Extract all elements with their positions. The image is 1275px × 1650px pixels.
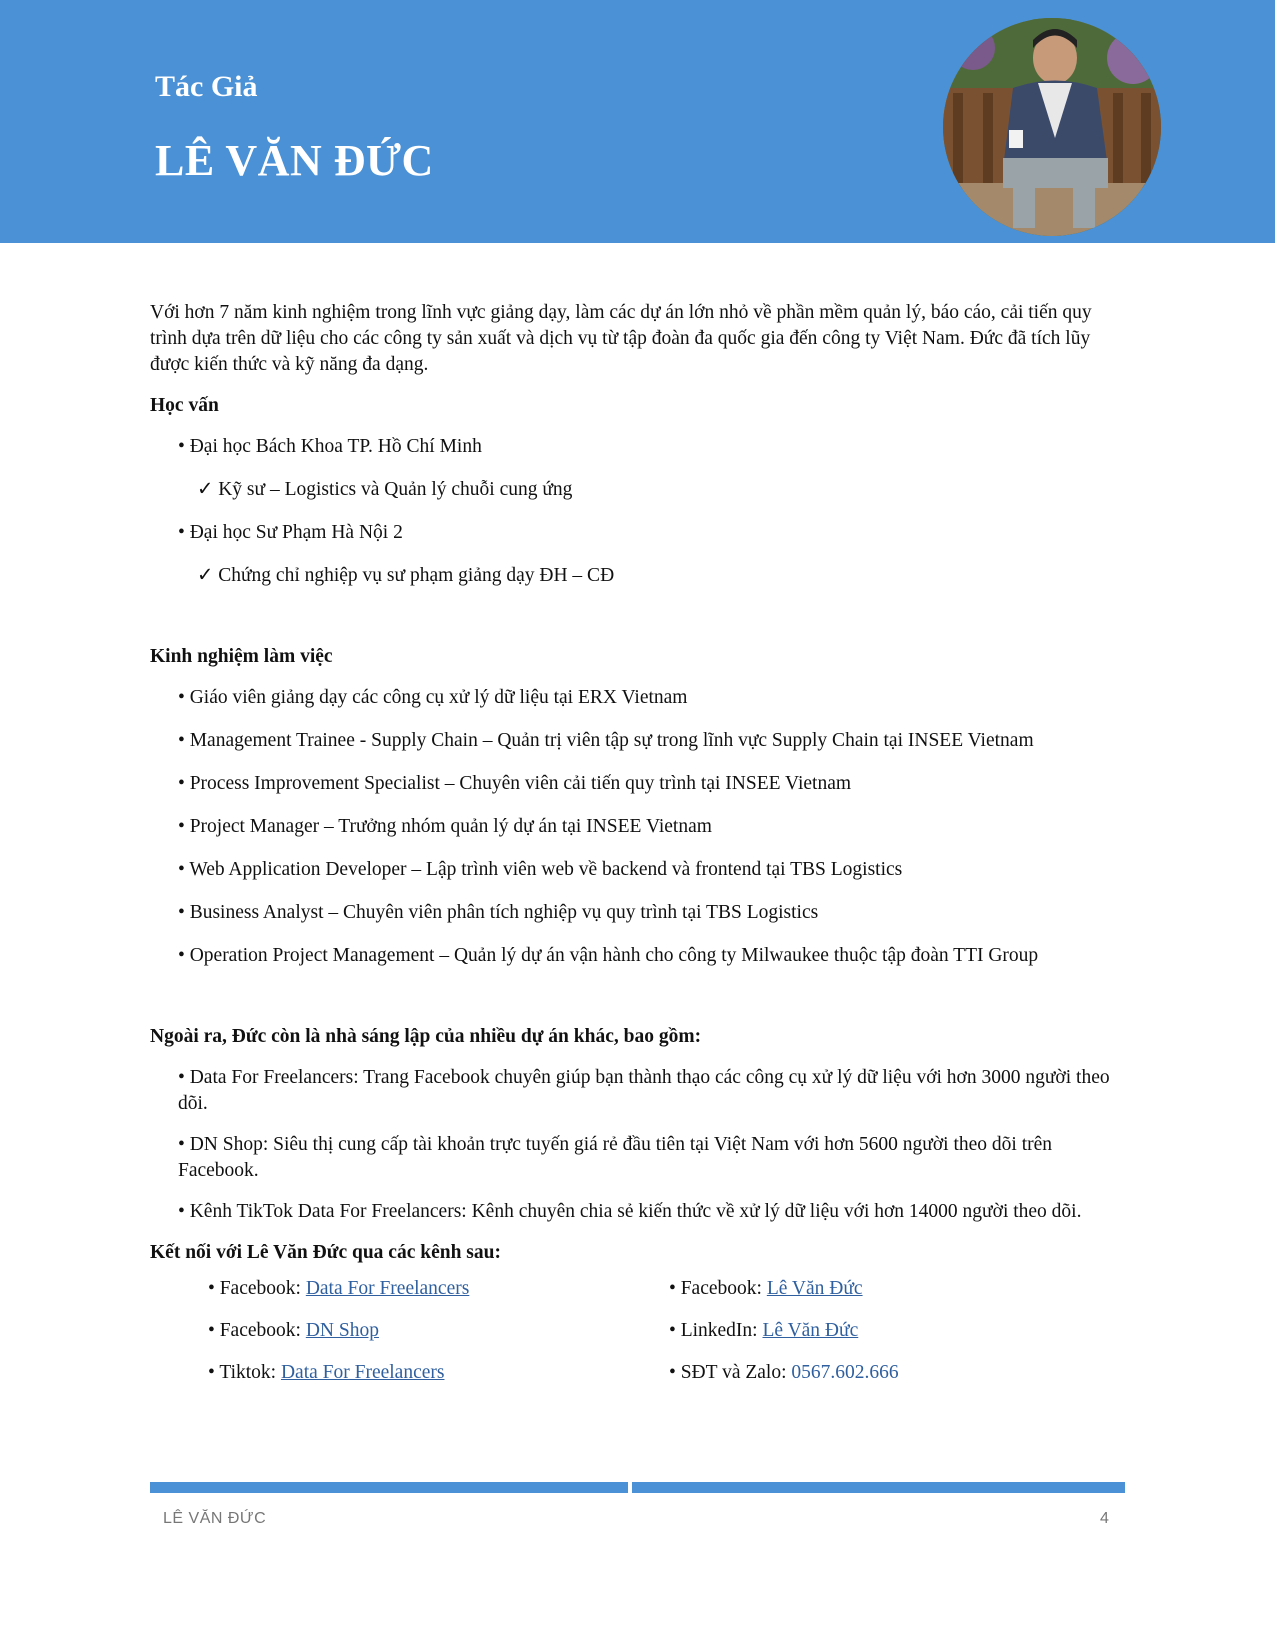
connect-links bbox=[150, 1276, 1130, 1402]
author-label: Tác Giả bbox=[155, 70, 258, 103]
connect-label: • LinkedIn: bbox=[669, 1320, 763, 1341]
facebook-data-for-freelancers-link[interactable]: Data For Freelancers bbox=[305, 1278, 470, 1299]
connect-item bbox=[669, 1360, 1130, 1386]
connect-item bbox=[669, 1318, 1130, 1344]
connect-item bbox=[208, 1360, 669, 1386]
intro-paragraph: Với hơn 7 năm kinh nghiệm trong lĩnh vực giảng dạy, làm các dự án lớn nhỏ về phần mềm quản lý, báo cáo, cải tiến quy trình dựa trên dữ liệu cho các công ty sản xuất và dịch vụ từ tập đoàn đa quốc gia đến công ty Việt Nam. Đức đã tích lũy được kiến thức và kỹ năng đa dạng. bbox=[150, 302, 1092, 375]
header-banner bbox=[0, 0, 1275, 243]
education-detail: ✓ Kỹ sư – Logistics và Quản lý chuỗi cung ứng bbox=[197, 479, 573, 500]
connect-item bbox=[208, 1276, 669, 1302]
experience-item: • Business Analyst – Chuyên viên phân tích nghiệp vụ quy trình tại TBS Logistics bbox=[178, 902, 819, 923]
connect-label: • Facebook: bbox=[669, 1278, 767, 1299]
experience-item: • Web Application Developer – Lập trình viên web về backend và frontend tại TBS Logistics bbox=[178, 859, 903, 880]
education-item: • Đại học Bách Khoa TP. Hồ Chí Minh bbox=[178, 436, 482, 457]
education-item: • Đại học Sư Phạm Hà Nội 2 bbox=[178, 522, 403, 543]
footer-author: LÊ VĂN ĐỨC bbox=[163, 1510, 267, 1527]
experience-item: • Management Trainee - Supply Chain – Quản trị viên tập sự trong lĩnh vực Supply Chain tại INSEE Vietnam bbox=[178, 730, 1034, 751]
project-item: • DN Shop: Siêu thị cung cấp tài khoản trực tuyến giá rẻ đầu tiên tại Việt Nam với hơn 5600 người theo dõi trên Facebook. bbox=[178, 1134, 1053, 1181]
education-detail: ✓ Chứng chỉ nghiệp vụ sư phạm giảng dạy ĐH – CĐ bbox=[197, 565, 615, 586]
education-heading: Học vấn bbox=[150, 395, 219, 416]
project-item: • Data For Freelancers: Trang Facebook chuyên giúp bạn thành thạo các công cụ xử lý dữ liệu với hơn 3000 người theo dõi. bbox=[178, 1067, 1110, 1114]
experience-item: • Project Manager – Trưởng nhóm quản lý dự án tại INSEE Vietnam bbox=[178, 816, 712, 837]
facebook-le-van-duc-link[interactable]: Lê Văn Đức bbox=[766, 1278, 863, 1299]
page-content bbox=[150, 300, 1130, 1402]
facebook-dn-shop-link[interactable]: DN Shop bbox=[305, 1320, 379, 1341]
connect-label: • Facebook: bbox=[208, 1278, 306, 1299]
project-item: • Kênh TikTok Data For Freelancers: Kênh chuyên chia sẻ kiến thức về xử lý dữ liệu với hơn 14000 người theo dõi. bbox=[178, 1201, 1082, 1222]
connect-label: • Tiktok: bbox=[208, 1362, 281, 1383]
connect-left-column bbox=[208, 1276, 669, 1402]
projects-heading: Ngoài ra, Đức còn là nhà sáng lập của nhiều dự án khác, bao gồm: bbox=[150, 1026, 702, 1047]
experience-item: • Operation Project Management – Quản lý dự án vận hành cho công ty Milwaukee thuộc tập đoàn TTI Group bbox=[178, 945, 1039, 966]
tiktok-data-for-freelancers-link[interactable]: Data For Freelancers bbox=[280, 1362, 445, 1383]
footer-divider bbox=[150, 1482, 1125, 1493]
experience-item: • Process Improvement Specialist – Chuyên viên cải tiến quy trình tại INSEE Vietnam bbox=[178, 773, 852, 794]
connect-item bbox=[669, 1276, 1130, 1302]
experience-item: • Giáo viên giảng dạy các công cụ xử lý dữ liệu tại ERX Vietnam bbox=[178, 687, 688, 708]
author-name: LÊ VĂN ĐỨC bbox=[155, 136, 434, 185]
linkedin-le-van-duc-link[interactable]: Lê Văn Đức bbox=[762, 1320, 859, 1341]
phone-number[interactable]: 0567.602.666 bbox=[791, 1362, 899, 1383]
connect-right-column bbox=[669, 1276, 1130, 1402]
connect-label: • Facebook: bbox=[208, 1320, 306, 1341]
connect-heading: Kết nối với Lê Văn Đức qua các kênh sau: bbox=[150, 1242, 501, 1263]
page-number: 4 bbox=[1100, 1510, 1109, 1527]
experience-heading: Kinh nghiệm làm việc bbox=[150, 646, 333, 667]
connect-item bbox=[208, 1318, 669, 1344]
author-photo bbox=[943, 18, 1161, 236]
connect-label: • SĐT và Zalo: bbox=[669, 1362, 792, 1383]
